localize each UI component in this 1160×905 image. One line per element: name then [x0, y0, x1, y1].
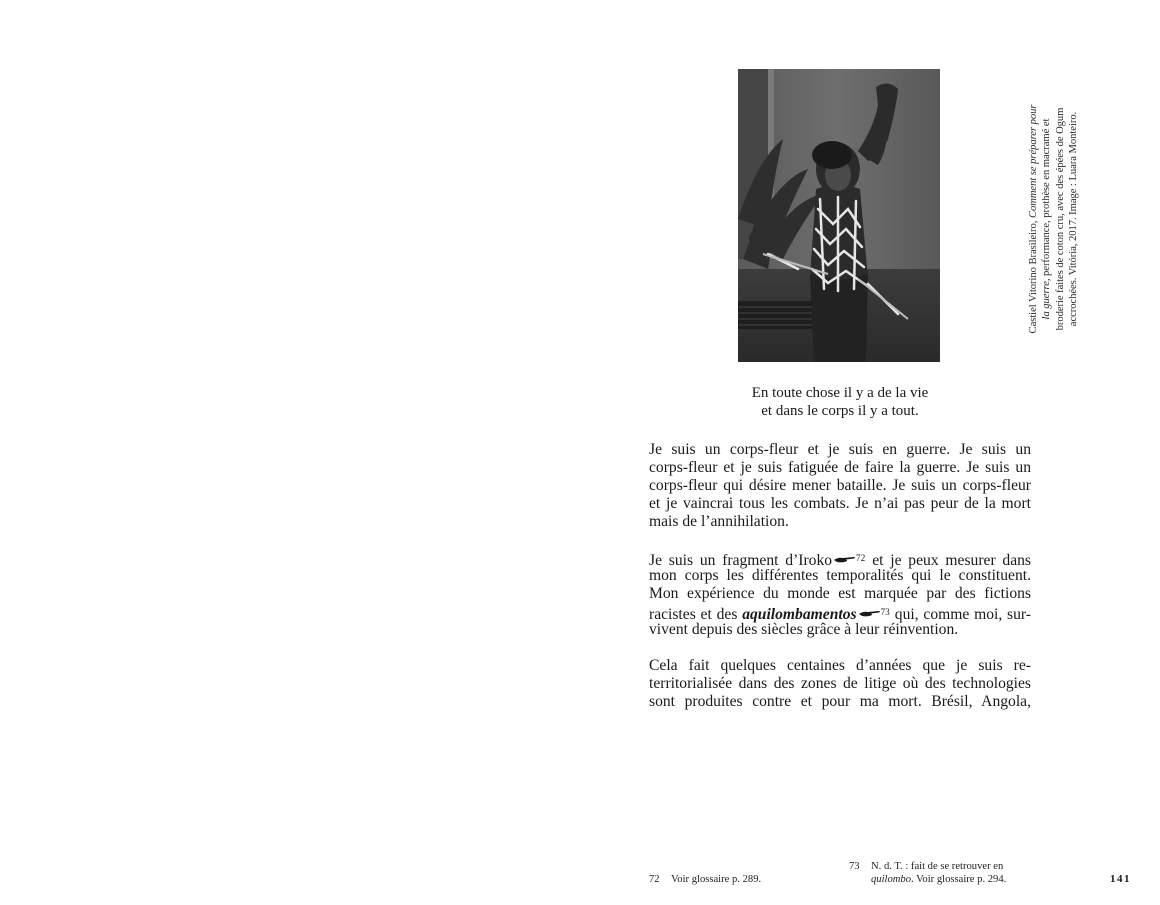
performance-photo — [738, 69, 940, 362]
footnote-text: . Voir glossaire p. 294. — [911, 873, 1007, 885]
text-line: Mon expérience du monde est marquée par des fictions — [649, 585, 1031, 602]
text-segment: racistes et des — [649, 606, 743, 623]
caption-credit: accrochées. Vitória, 2017. Image : Luara Monteiro. — [1068, 111, 1080, 327]
glossary-term[interactable]: aquilombamentos — [742, 606, 857, 623]
text-line — [649, 603, 1031, 621]
footnote-term: quilombo — [871, 873, 912, 885]
footnote-number: 72 — [649, 874, 660, 885]
caption-medium: , performance, prothèse en macramé et — [1041, 118, 1053, 282]
text-line: corps-fleur qui désire mener bataille. Je suis un corps-fleur — [649, 477, 1031, 494]
footnote-ref-72[interactable]: 72 — [856, 553, 866, 563]
footnote-72 — [649, 874, 761, 887]
text-line: mais de l’annihilation. — [649, 513, 789, 530]
text-line: vivent depuis des siècles grâce à leur réinvention. — [649, 621, 959, 638]
paragraph-3 — [649, 657, 1031, 711]
pointing-hand-icon — [859, 609, 881, 618]
footnote-number: 73 — [849, 861, 860, 872]
caption-materials: broderie faites de coton cru, avec des épées de Ogum — [1054, 107, 1066, 331]
text-segment: Je suis un fragment d’Iroko — [649, 552, 833, 569]
epigraph — [700, 384, 980, 420]
body-text — [649, 441, 1031, 729]
footnote-ref-73[interactable]: 73 — [880, 607, 890, 617]
paragraph-1 — [649, 441, 1031, 531]
text-line: territorialisée dans des zones de litige où des technologies — [649, 675, 1031, 692]
text-line: Je suis un corps-fleur et je suis en guerre. Je suis un — [649, 441, 1031, 458]
text-line: Cela fait quelques centaines d’années que je suis re- — [649, 657, 1031, 674]
epigraph-line-1: En toute chose il y a de la vie — [751, 385, 929, 401]
caption-title-part2: la guerre — [1041, 281, 1053, 320]
footnote-73 — [849, 861, 1006, 886]
paragraph-2 — [649, 549, 1031, 639]
pointing-hand-icon — [834, 555, 856, 564]
footnote-text: Voir glossaire p. 289. — [671, 874, 762, 885]
epigraph-line-2: et dans le corps il y a tout. — [761, 403, 919, 419]
text-segment: qui, comme moi, sur- — [889, 606, 1031, 623]
text-segment: et je peux mesurer dans — [865, 552, 1031, 569]
page-number: 141 — [1110, 873, 1131, 885]
caption-title-part1: Comment se préparer pour — [1028, 104, 1039, 219]
caption-author: Castiel Vitorino Brasileiro, — [1028, 218, 1039, 334]
photo-caption — [1027, 92, 1083, 346]
footnote-text: N. d. T. : fait de se retrouver en — [871, 861, 1004, 872]
text-line: mon corps les différentes temporalités qui le constituent. — [649, 567, 1031, 584]
text-line: sont produites contre et pour ma mort. Brésil, Angola, — [649, 693, 1031, 710]
text-line: corps-fleur et je suis fatiguée de faire la guerre. Je suis un — [649, 459, 1031, 476]
text-line — [649, 549, 1031, 567]
text-line: et je vaincrai tous les combats. Je n’ai pas peur de la mort — [649, 495, 1031, 512]
